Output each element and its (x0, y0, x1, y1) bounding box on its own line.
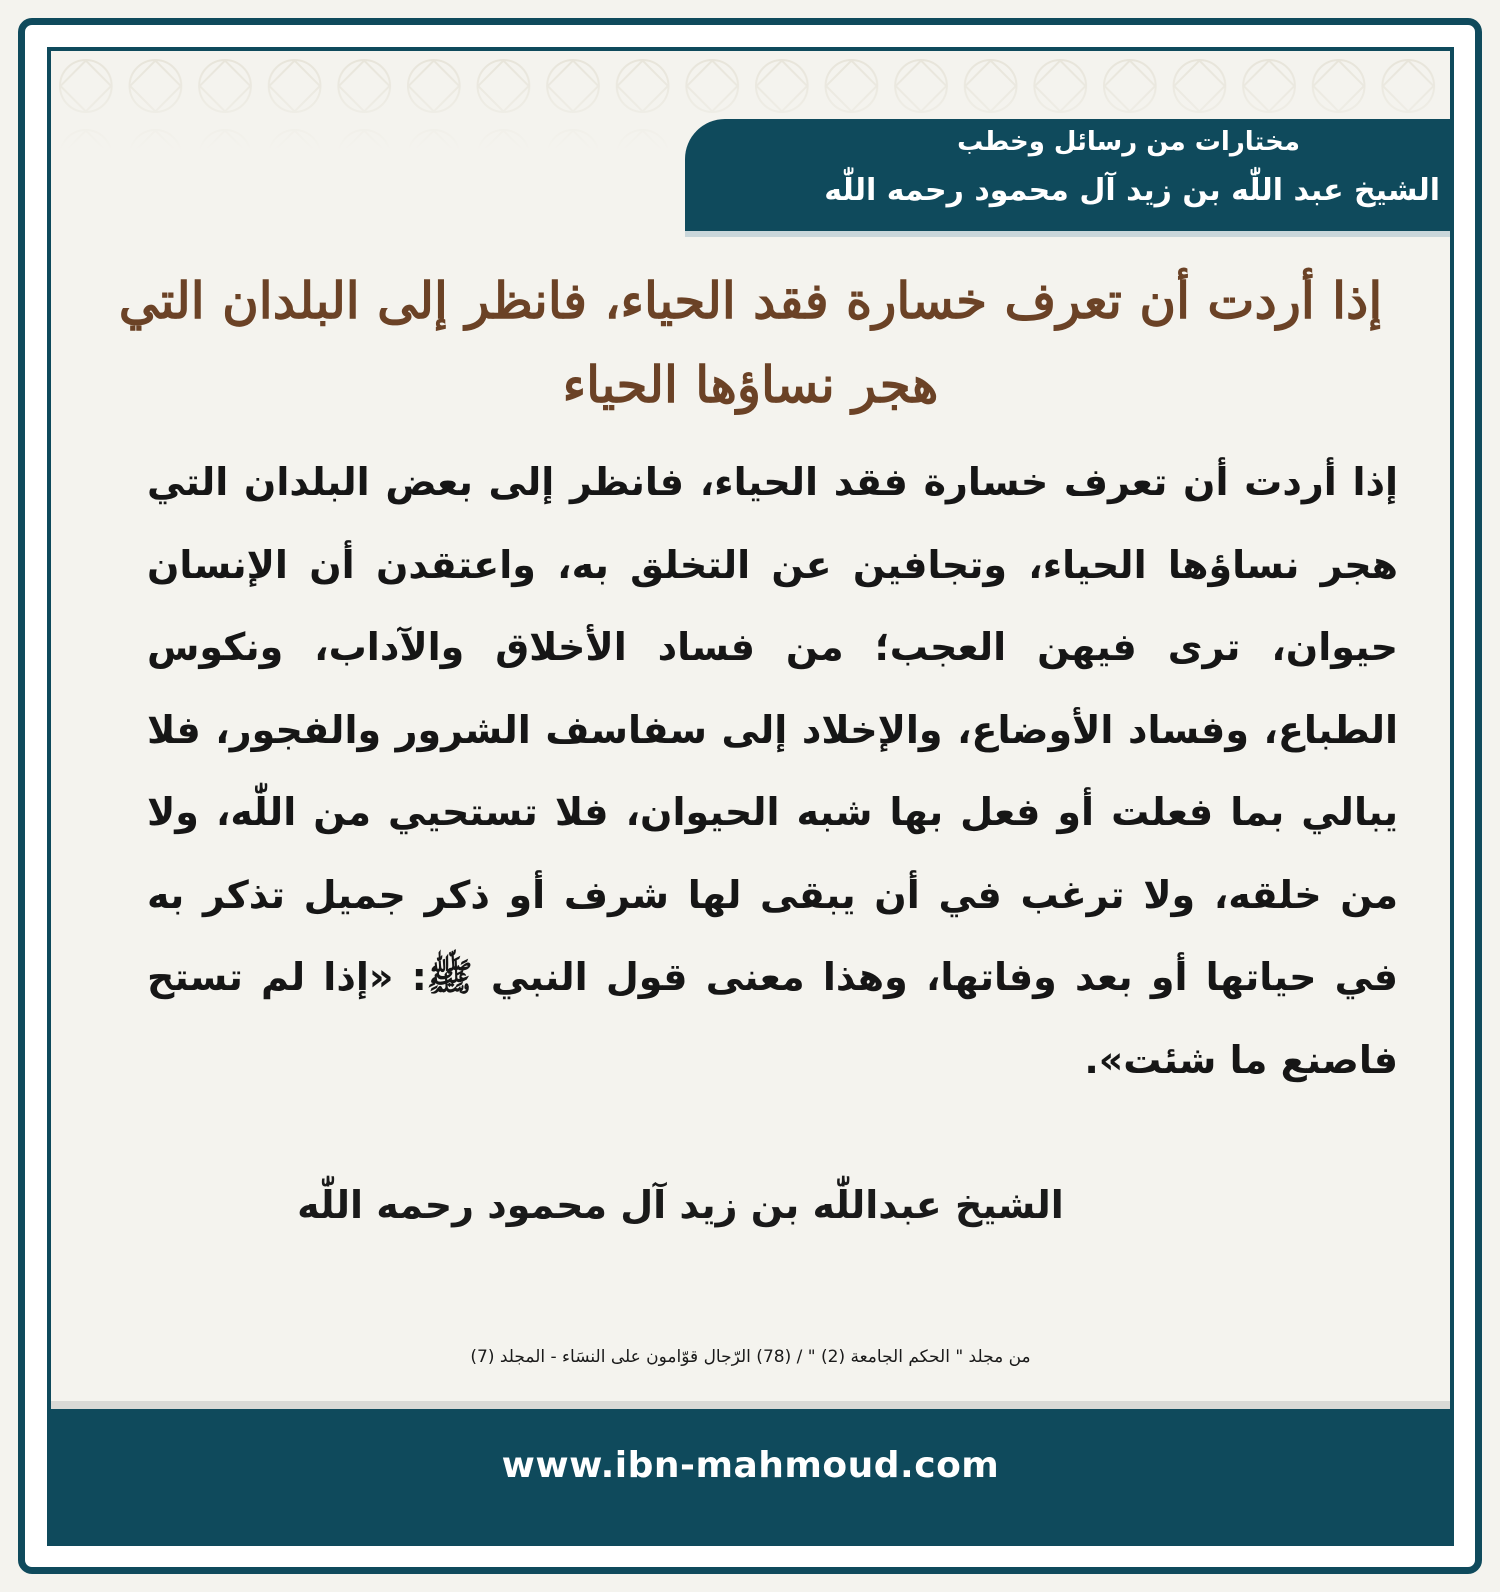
header-banner (685, 119, 1450, 231)
source-citation: من مجلد " الحكم الجامعة (2) " / (78) الرّجال قوّامون على النسَاء - المجلد (7) (470, 1347, 1031, 1367)
author-signature: الشيخ عبداللّٰه بن زيد آل محمود رحمه اللّٰه (297, 1183, 1064, 1227)
website-link[interactable]: www.ibn-mahmoud.com (501, 1445, 1000, 1486)
outer-frame (18, 18, 1482, 1574)
header-author-name: الشيخ عبد اللّٰه بن زيد آل محمود رحمه اللّٰه (824, 173, 1440, 208)
content-card (47, 47, 1454, 1546)
quote-body: إذا أردت أن تعرف خسارة فقد الحياء، فانظر إلى بعض البلدان التي هجر نساؤها الحياء، وتجافين عن التخلق به، واعتقدن أن الإنسان حيوان، ترى فيهن العجب؛ من فساد الأخلاق والآداب، ونكوس الطباع، وفساد الأوضاع، والإخلاد إلى سفاسف الشرور والفجور، فلا يبالي بما فعلت أو فعل بها شبه الحيوان، فلا تستحيي من اللّٰه، ولا من خلقه، ولا ترغب في أن يبقى لها شرف أو ذكر جميل تذكر به في حياتها أو بعد وفاتها، وهذا معنى قول النبي ﷺ: «إذا لم تستح فاصنع ما شئت». (147, 460, 1398, 1082)
footer (51, 1409, 1450, 1542)
header-series-title: مختارات من رسائل وخطب (957, 127, 1300, 157)
page-title: إذا أردت أن تعرف خسارة فقد الحياء، فانظر إلى البلدان التي هجر نساؤها الحياء (118, 271, 1383, 414)
